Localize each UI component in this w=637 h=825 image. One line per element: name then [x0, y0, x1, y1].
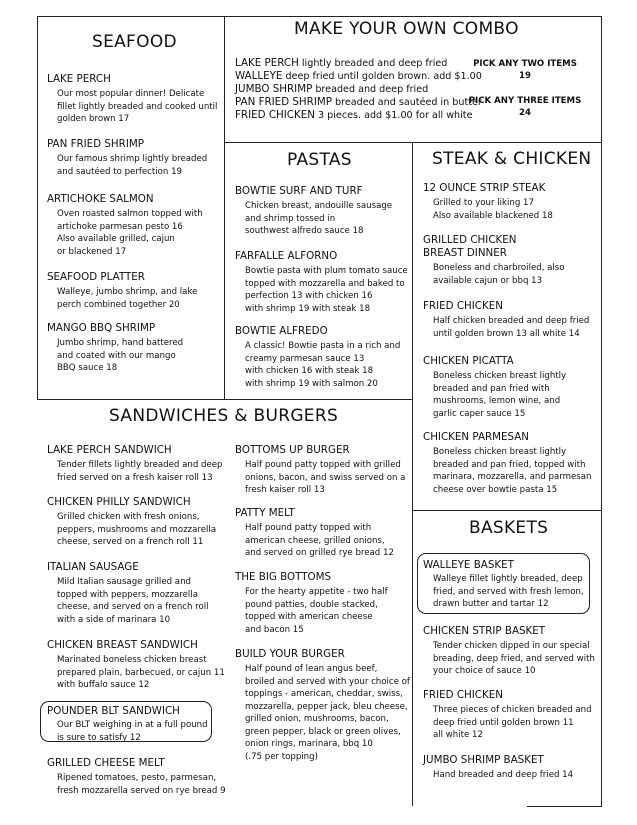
menu-item [47, 757, 226, 797]
combo-item-name: JUMBO SHRIMP [235, 83, 313, 95]
item-description: Chicken breast, andouille sausage and shrimp tossed in southwest alfredo sauce 18 [245, 201, 393, 236]
combo-item-detail: breaded and sautéed in butter [331, 97, 482, 108]
item-description: Jumbo shrimp, hand battered and coated with our mango BBQ sauce 18 [57, 338, 184, 373]
item-description: Boneless and charbroiled, also available cajun or bbq 13 [433, 263, 565, 286]
item-description: Our most popular dinner! Delicate fillet lightly breaded and cooked until golden brown 17 [57, 89, 218, 124]
seafood-heading: SEAFOOD [92, 32, 177, 52]
combo-item [235, 109, 482, 122]
frame-left [37, 16, 38, 400]
item-name: SEAFOOD PLATTER [47, 271, 145, 283]
item-name: LAKE PERCH [47, 73, 111, 85]
pick-two-price: 19 [519, 71, 531, 81]
menu-item [47, 561, 209, 626]
menu-item [423, 355, 566, 420]
divider-pasta-steak [412, 142, 413, 806]
combo-item [235, 57, 482, 70]
item-name: BUILD YOUR BURGER [235, 648, 345, 660]
pick-three-price: 24 [519, 108, 531, 118]
menu-item [235, 571, 388, 636]
menu-item [47, 322, 183, 375]
item-name: ARTICHOKE SALMON [47, 193, 154, 205]
combo-item-name: WALLEYE [235, 70, 283, 82]
menu-item [423, 625, 595, 678]
item-name: CHICKEN PARMESAN [423, 431, 530, 443]
item-description: Oven roasted salmon topped with artichoke parmesan pesto 16 Also available grilled, cajun or blackened 17 [57, 209, 203, 257]
item-name: 12 OUNCE STRIP STEAK [423, 182, 546, 194]
sandwiches-heading: SANDWICHES & BURGERS [109, 406, 339, 426]
pastas-heading: PASTAS [287, 150, 352, 170]
menu-item [423, 182, 553, 222]
item-description: Boneless chicken breast lightly breaded and pan fried, topped with marinara, mozzarella, and parmesan cheese over bowtie pasta 15 [433, 447, 592, 495]
pick-three [467, 95, 583, 119]
menu-item [423, 431, 591, 496]
item-name: ITALIAN SAUSAGE [47, 561, 139, 573]
item-description: Half pound of lean angus beef, broiled and served with your choice of toppings - american, cheddar, swiss, mozzarella, pepper jack, bleu cheese, grilled onion, mushrooms, bacon, green pepper, black or green olives, onion rings, marinara, bbq 10 (.75 per topping) [245, 664, 410, 762]
combo-item-detail: lightly breaded and deep fried [298, 58, 448, 69]
item-name: BOWTIE ALFREDO [235, 325, 328, 337]
combo-heading: MAKE YOUR OWN COMBO [294, 19, 519, 39]
divider-combo-bottom [224, 142, 602, 143]
menu-item [235, 325, 400, 390]
item-name: THE BIG BOTTOMS [235, 571, 332, 583]
item-name: BOTTOMS UP BURGER [235, 444, 350, 456]
menu-item [235, 507, 394, 560]
menu-item [423, 754, 573, 782]
item-name: POUNDER BLT SANDWICH [47, 705, 180, 717]
menu-item [47, 193, 203, 258]
combo-item [235, 70, 482, 83]
item-name: WALLEYE BASKET [423, 559, 514, 571]
combo-item-name: FRIED CHICKEN [235, 109, 315, 121]
menu-item [423, 300, 589, 340]
item-name: PATTY MELT [235, 507, 295, 519]
item-description: Hand breaded and deep fried 14 [433, 770, 574, 780]
combo-item-name: PAN FRIED SHRIMP [235, 96, 332, 108]
item-name: FARFALLE ALFORNO [235, 250, 338, 262]
menu-item-highlighted [417, 553, 590, 614]
item-description: Bowtie pasta with plum tomato sauce topped with mozzarella and baked to perfection 13 with chicken 16 with shrimp 19 with steak 18 [245, 266, 408, 314]
menu-item [47, 444, 223, 484]
menu-item [235, 250, 408, 315]
item-description: Walleye fillet lightly breaded, deep fried, and served with fresh lemon, drawn butter and tartar 12 [433, 574, 584, 609]
combo-list [235, 57, 482, 122]
item-name: CHICKEN STRIP BASKET [423, 625, 546, 637]
item-description: Half pound patty topped with grilled onions, bacon, and swiss served on a fresh kaiser roll 13 [245, 460, 406, 495]
menu-item [47, 639, 225, 692]
combo-item-name: LAKE PERCH [235, 57, 299, 69]
item-name: FRIED CHICKEN [423, 300, 503, 312]
combo-item [235, 96, 482, 109]
item-description: Half pound patty topped with american cheese, grilled onions, and served on grilled rye bread 12 [245, 523, 394, 558]
item-description: Our famous shrimp lightly breaded and sautéed to perfection 19 [57, 154, 208, 177]
combo-item-detail: breaded and deep fried [312, 84, 429, 95]
menu-item [47, 73, 217, 126]
item-description: Ripened tomatoes, pesto, parmesan, fresh mozzarella served on rye bread 9 [57, 773, 226, 796]
menu-item [235, 444, 405, 497]
item-name: CHICKEN PHILLY SANDWICH [47, 496, 191, 508]
menu-item [235, 648, 410, 763]
item-description: A classic! Bowtie pasta in a rich and creamy parmesan sauce 13 with chicken 16 with steak 18 with shrimp 19 with salmon 20 [245, 341, 401, 389]
pick-three-label: PICK ANY THREE ITEMS [468, 96, 582, 106]
divider-seafood-sandwich [37, 399, 413, 400]
item-description: Walleye, jumbo shrimp, and lake perch combined together 20 [57, 287, 198, 310]
baskets-heading: BASKETS [469, 518, 549, 538]
menu-item [423, 234, 565, 287]
item-name: CHICKEN BREAST SANDWICH [47, 639, 198, 651]
item-name: FRIED CHICKEN [423, 689, 503, 701]
combo-item-detail: deep fried until golden brown. add $1.00 [282, 71, 482, 82]
item-description: For the hearty appetite - two half pound patties, double stacked, topped with american cheese and bacon 15 [245, 587, 388, 635]
frame-bottom-right [527, 806, 602, 807]
menu-item [47, 271, 197, 311]
item-name: BOWTIE SURF AND TURF [235, 185, 363, 197]
item-description: Grilled chicken with fresh onions, peppers, mushrooms and mozzarella cheese, served on a french roll 11 [57, 512, 217, 547]
item-name: JUMBO SHRIMP BASKET [423, 754, 544, 766]
item-description: Half chicken breaded and deep fried until golden brown 13 all white 14 [433, 316, 590, 339]
divider-steak-baskets [412, 510, 602, 511]
menu-item [235, 185, 392, 238]
item-description: Three pieces of chicken breaded and deep fried until golden brown 11 all white 12 [433, 705, 592, 740]
menu-item-highlighted [40, 701, 212, 742]
item-description: Tender chicken dipped in our special breading, deep fried, and served with your choice of sauce 10 [433, 641, 595, 676]
steak-chicken-heading: STEAK & CHICKEN [432, 149, 592, 169]
item-name: GRILLED CHEESE MELT [47, 757, 165, 769]
item-description: Grilled to your liking 17 Also available blackened 18 [433, 198, 553, 221]
item-description: Marinated boneless chicken breast prepared plain, barbecued, or cajun 11 with buffalo sauce 12 [57, 655, 225, 690]
pick-two-label: PICK ANY TWO ITEMS [473, 59, 577, 69]
item-description: Tender fillets lightly breaded and deep fried served on a fresh kaiser roll 13 [57, 460, 223, 483]
pick-two [470, 58, 580, 82]
item-description: Our BLT weighing in at a full pound is sure to satisfy 12 [57, 720, 208, 743]
menu-item [423, 689, 592, 742]
item-name: PAN FRIED SHRIMP [47, 138, 144, 150]
menu-item [47, 496, 216, 549]
item-name: CHICKEN PICATTA [423, 355, 514, 367]
item-description: Boneless chicken breast lightly breaded and pan fried with mushrooms, lemon wine, and garlic caper sauce 15 [433, 371, 567, 419]
divider-seafood-right [224, 16, 225, 400]
item-description: Mild Italian sausage grilled and topped with peppers, mozzarella cheese, and served on a french roll with a side of marinara 10 [57, 577, 209, 625]
item-name: LAKE PERCH SANDWICH [47, 444, 172, 456]
item-name: GRILLED CHICKEN BREAST DINNER [423, 234, 517, 259]
combo-item [235, 83, 482, 96]
frame-right [601, 16, 602, 806]
frame-top [37, 16, 601, 17]
item-name: MANGO BBQ SHRIMP [47, 322, 156, 334]
menu-item [47, 138, 207, 178]
combo-item-detail: 3 pieces. add $1.00 for all white [314, 110, 473, 121]
